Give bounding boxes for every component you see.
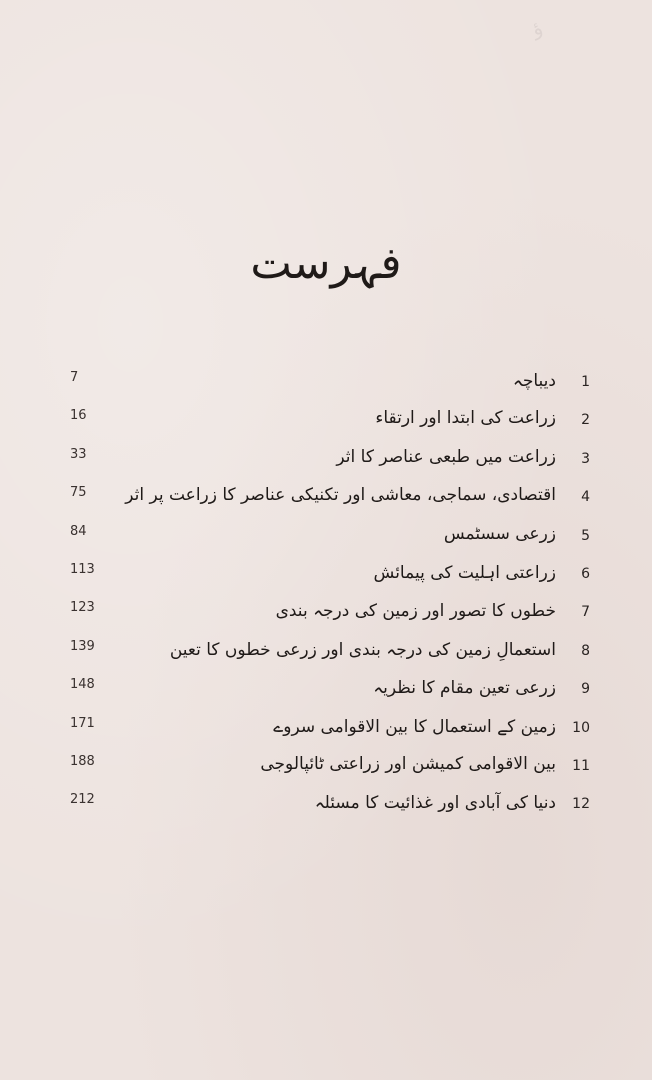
toc-entry-title: زراعتی اہلیت کی پیمائش	[373, 562, 556, 583]
toc-entry-number: 6	[581, 565, 590, 582]
table-of-contents	[0, 368, 652, 828]
corner-stamp-mark: ؤ	[528, 14, 546, 41]
toc-entry-page: 33	[70, 446, 87, 462]
toc-entry-page: 7	[70, 370, 79, 385]
toc-entry-title: دنیا کی آبادی اور غذائیت کا مسئلہ	[314, 793, 556, 814]
toc-entry-number: 4	[581, 489, 590, 506]
toc-entry-title: دیباچہ	[512, 371, 556, 391]
toc-entry-number: 12	[572, 796, 590, 813]
toc-entry	[0, 522, 652, 560]
toc-entry-title: خطوں کا تصور اور زمین کی درجہ بندی	[275, 601, 556, 622]
toc-entry-page: 212	[70, 792, 95, 808]
toc-entry-number: 11	[572, 757, 590, 774]
toc-entry-title: استعمالِ زمین کی درجہ بندی اور زرعی خطوں کا تعین	[169, 639, 556, 660]
toc-entry-number: 10	[572, 719, 590, 736]
toc-entry-page: 123	[70, 600, 95, 616]
toc-entry	[0, 483, 652, 521]
toc-entry-title: اقتصادی، سماجی، معاشی اور تکنیکی عناصر کا زراعت پر اثر	[125, 485, 556, 506]
toc-entry-number: 9	[581, 681, 590, 698]
toc-entry-page: 188	[70, 753, 95, 769]
toc-entry	[0, 790, 652, 828]
toc-entry	[0, 675, 652, 713]
toc-entry-title: زرعی تعین مقام کا نظریہ	[373, 678, 556, 699]
toc-entry-page: 171	[70, 715, 95, 731]
toc-entry-page: 75	[70, 485, 87, 501]
toc-entry-page: 148	[70, 677, 95, 693]
toc-entry	[0, 406, 652, 444]
toc-entry	[0, 560, 652, 598]
toc-entry	[0, 752, 652, 790]
toc-entry	[0, 445, 652, 483]
toc-entry-number: 3	[581, 450, 590, 467]
toc-entry-number: 1	[581, 374, 590, 390]
toc-entry-page: 139	[70, 638, 95, 654]
toc-entry-number: 5	[581, 527, 590, 544]
toc-entry-title: زراعت میں طبعی عناصر کا اثر	[336, 446, 556, 467]
toc-entry-number: 2	[581, 412, 590, 429]
toc-entry-page: 84	[70, 523, 87, 539]
page-title: فہرست	[250, 238, 402, 289]
toc-entry-page: 16	[70, 408, 87, 424]
toc-entry	[0, 637, 652, 675]
toc-entry-title: زرعی سسٹمس	[443, 523, 556, 544]
toc-entry-title: زراعت کی ابتدا اور ارتقاء	[375, 408, 556, 429]
toc-entry	[0, 368, 652, 406]
toc-entry-title: بین الاقوامی کمیشن اور زراعتی ٹائپالوجی	[260, 753, 556, 774]
toc-entry	[0, 714, 652, 752]
toc-entry-page: 113	[70, 561, 95, 577]
toc-entry-title: زمین کے استعمال کا بین الاقوامی سروے	[273, 716, 556, 737]
toc-entry-number: 8	[581, 642, 590, 659]
toc-entry	[0, 598, 652, 636]
toc-entry-number: 7	[581, 604, 590, 621]
